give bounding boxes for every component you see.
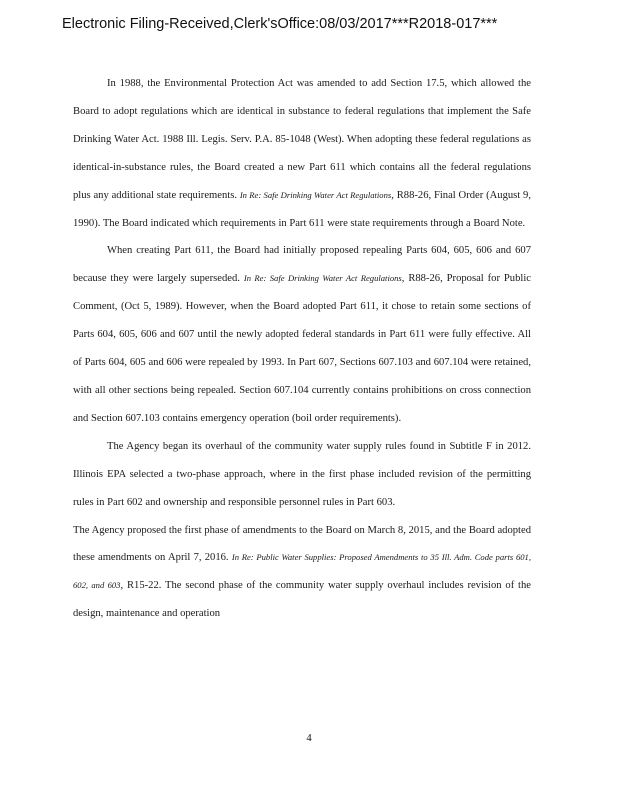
page-number: 4 — [306, 733, 312, 744]
filing-header: Electronic Filing-Received,Clerk'sOffice:08/03/2017***R2018-017*** — [62, 16, 498, 32]
paragraph-text: , R88-26, Proposal for Public Comment, (Oct 5, 1989). However, when the Board adopted Part 611, it chose to retain some sections of Parts 604, 605, 606 and 607 until the newly adopted federal standards in Part 611 were fully effective. All of Parts 604, 605 and 606 were repealed by 1993. In Part 607, Sections 607.103 and 607.104 were retained, with all other sections being repealed. Section 607.104 currently contains prohibitions on cross connection and Section 607.103 contains emergency operation (boil order requirements). — [73, 273, 531, 424]
paragraph-text: , R88-26, Final Order (August 9, 1990). The Board indicated which requirements in Part 611 were state requirements through a Board Note. — [73, 189, 531, 229]
case-citation: In Re: Safe Drinking Water Act Regulations — [239, 189, 392, 200]
paragraph-text: In 1988, the Environmental Protection Act was amended to add Section 17.5, which allowed the Board to adopt regulations which are identical in substance to federal regulations that implement the Safe Drinking Water Act. 1988 Ill. Legis. Serv. P.A. 85-1048 (West). When adopting these federal regulations as identical-in-substance rules, the Board created a new Part 611 which contains all the federal regulations plus any additional state requirements. — [73, 78, 531, 201]
paragraph-agency-overhaul — [73, 433, 531, 517]
paragraph-text: , R15-22. The second phase of the community water supply overhaul includes revision of the design, maintenance and operation — [73, 580, 531, 620]
paragraph-text: The Agency proposed the first phase of amendments to the Board on March 8, 2015, and the Board adopted these amendments on April 7, 2016. — [73, 524, 531, 564]
paragraph-section-17-5 — [73, 70, 531, 237]
case-citation: In Re: Public Water Supplies: Proposed Amendments to 35 Ill. Adm. Code parts 601, 602, and 603 — [73, 552, 531, 591]
paragraph-text: The Agency began its overhaul of the community water supply rules found in Subtitle F in 2012. Illinois EPA selected a two-phase approach, where in the first phase included revision of the permitting rules in Part 602 and ownership and responsible personnel rules in Part 603. — [73, 440, 531, 508]
paragraph-part-611 — [73, 237, 531, 432]
paragraph-first-phase — [73, 517, 531, 629]
document-body — [73, 70, 531, 628]
case-citation: In Re: Safe Drinking Water Act Regulations — [243, 273, 402, 284]
paragraph-text: When creating Part 611, the Board had initially proposed repealing Parts 604, 605, 606 and 607 because they were largely superseded. — [73, 245, 531, 285]
